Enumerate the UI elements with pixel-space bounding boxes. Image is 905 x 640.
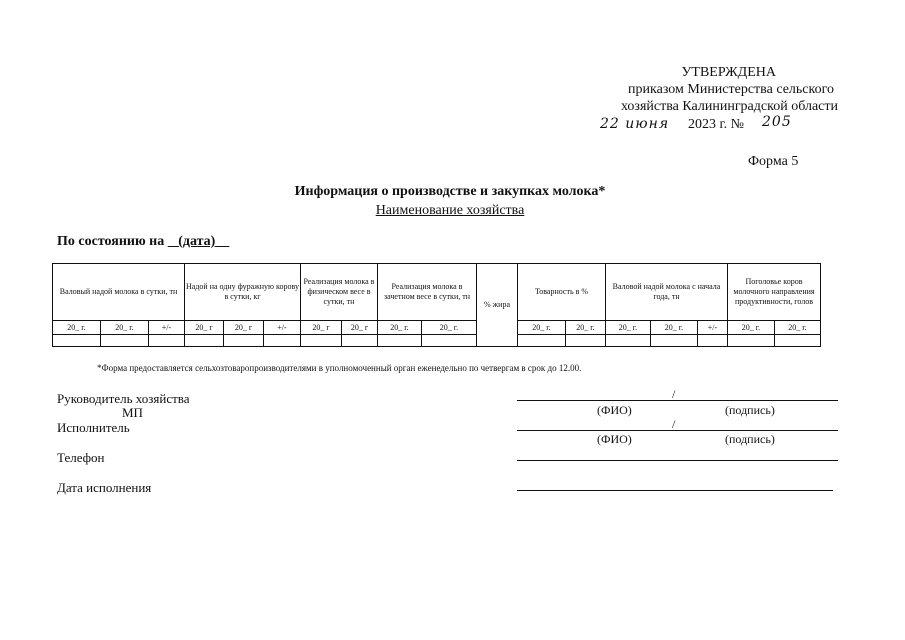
subheader-cell: 20_ г. xyxy=(422,321,477,335)
data-cell[interactable] xyxy=(101,335,149,347)
data-cell[interactable] xyxy=(149,335,185,347)
data-cell[interactable] xyxy=(651,335,698,347)
completion-date-label: Дата исполнения xyxy=(57,480,152,495)
header-fat-percent: % жира xyxy=(477,264,518,347)
data-cell[interactable] xyxy=(566,335,606,347)
executor-label: Исполнитель xyxy=(57,420,130,435)
approval-year-text: 2023 г. № xyxy=(688,117,745,132)
farm-name-caption xyxy=(200,203,700,219)
subheader-cell: 20_ г. xyxy=(775,321,821,335)
head-fio-caption: (ФИО) xyxy=(597,403,632,417)
completion-date-line[interactable] xyxy=(517,490,833,491)
data-cell[interactable] xyxy=(422,335,477,347)
subheader-cell: 20_ г. xyxy=(728,321,775,335)
subheader-cell: 20_ г xyxy=(185,321,224,335)
as-of-line xyxy=(57,234,229,250)
header-gross-yield-daily: Валовый надой молока в сутки, тн xyxy=(53,264,185,321)
milk-production-table xyxy=(52,263,821,347)
executor-slash: / xyxy=(672,417,676,431)
subheader-cell: 20_ г. xyxy=(53,321,101,335)
data-cell[interactable] xyxy=(378,335,422,347)
subheader-cell: 20_ г xyxy=(301,321,342,335)
data-cell[interactable] xyxy=(518,335,566,347)
farm-name-label: Наименование хозяйства xyxy=(375,203,525,218)
head-of-farm-label: Руководитель хозяйства xyxy=(57,391,190,406)
subheader-cell: +/- xyxy=(264,321,301,335)
data-cell[interactable] xyxy=(606,335,651,347)
data-cell[interactable] xyxy=(775,335,821,347)
table-header-row xyxy=(53,264,821,321)
as-of-prefix: По состоянию на xyxy=(57,234,165,249)
subheader-cell: 20_ г. xyxy=(566,321,606,335)
data-cell[interactable] xyxy=(698,335,728,347)
data-cell[interactable] xyxy=(728,335,775,347)
header-cow-headcount: Поголовье коров молочного направления продуктивности, голов xyxy=(728,264,821,321)
header-sales-credit: Реализация молока в зачетном весе в сутки, тн xyxy=(378,264,477,321)
table-subheader-row xyxy=(53,321,821,335)
approval-heading: УТВЕРЖДЕНА xyxy=(681,65,776,80)
subheader-cell: +/- xyxy=(698,321,728,335)
head-slash: / xyxy=(672,387,676,401)
approval-date-line xyxy=(600,116,840,136)
handwritten-number: 205 xyxy=(762,114,792,130)
subheader-cell: 20_ г. xyxy=(518,321,566,335)
subheader-cell: 20_ г. xyxy=(606,321,651,335)
subheader-cell: 20_ г. xyxy=(378,321,422,335)
head-signature-caption: (подпись) xyxy=(725,403,775,417)
subheader-cell: +/- xyxy=(149,321,185,335)
data-cell[interactable] xyxy=(224,335,264,347)
approval-order-line: приказом Министерства сельского xyxy=(628,82,834,97)
head-signature-line[interactable] xyxy=(517,400,838,401)
executor-fio-caption: (ФИО) xyxy=(597,432,632,446)
subheader-cell: 20_ г xyxy=(224,321,264,335)
phone-label: Телефон xyxy=(57,450,105,465)
table-data-row xyxy=(53,335,821,347)
approval-block xyxy=(610,64,860,115)
header-marketability: Товарность в % xyxy=(518,264,606,321)
data-cell[interactable] xyxy=(53,335,101,347)
handwritten-date: 22 июня xyxy=(600,116,670,132)
subheader-cell: 20_ г xyxy=(342,321,378,335)
as-of-date-field[interactable] xyxy=(168,234,230,249)
data-cell[interactable] xyxy=(264,335,301,347)
subheader-cell: 20_ г. xyxy=(651,321,698,335)
page-title: Информация о производстве и закупках молока* xyxy=(294,184,606,199)
executor-signature-line[interactable] xyxy=(517,430,838,431)
header-yield-per-cow: Надой на одну фуражную корову в сутки, кг xyxy=(185,264,301,321)
header-gross-yield-ytd: Валовой надой молока с начала года, тн xyxy=(606,264,728,321)
executor-signature-caption: (подпись) xyxy=(725,432,775,446)
phone-line[interactable] xyxy=(517,460,838,461)
form-label: Форма 5 xyxy=(748,154,799,169)
subheader-cell: 20_ г. xyxy=(101,321,149,335)
approval-ministry-line: хозяйства Калининградской области xyxy=(620,99,838,114)
footnote: *Форма предоставляется сельхозтоваропроизводителями в уполномоченный орган еженедельно по четвергам в срок до 12.00. xyxy=(97,363,582,373)
data-cell[interactable] xyxy=(342,335,378,347)
stamp-label: МП xyxy=(122,405,143,420)
data-cell[interactable] xyxy=(185,335,224,347)
header-sales-physical: Реализация молока в физическом весе в сутки, тн xyxy=(301,264,378,321)
data-cell[interactable] xyxy=(301,335,342,347)
as-of-date-placeholder: (дата) xyxy=(178,234,216,249)
